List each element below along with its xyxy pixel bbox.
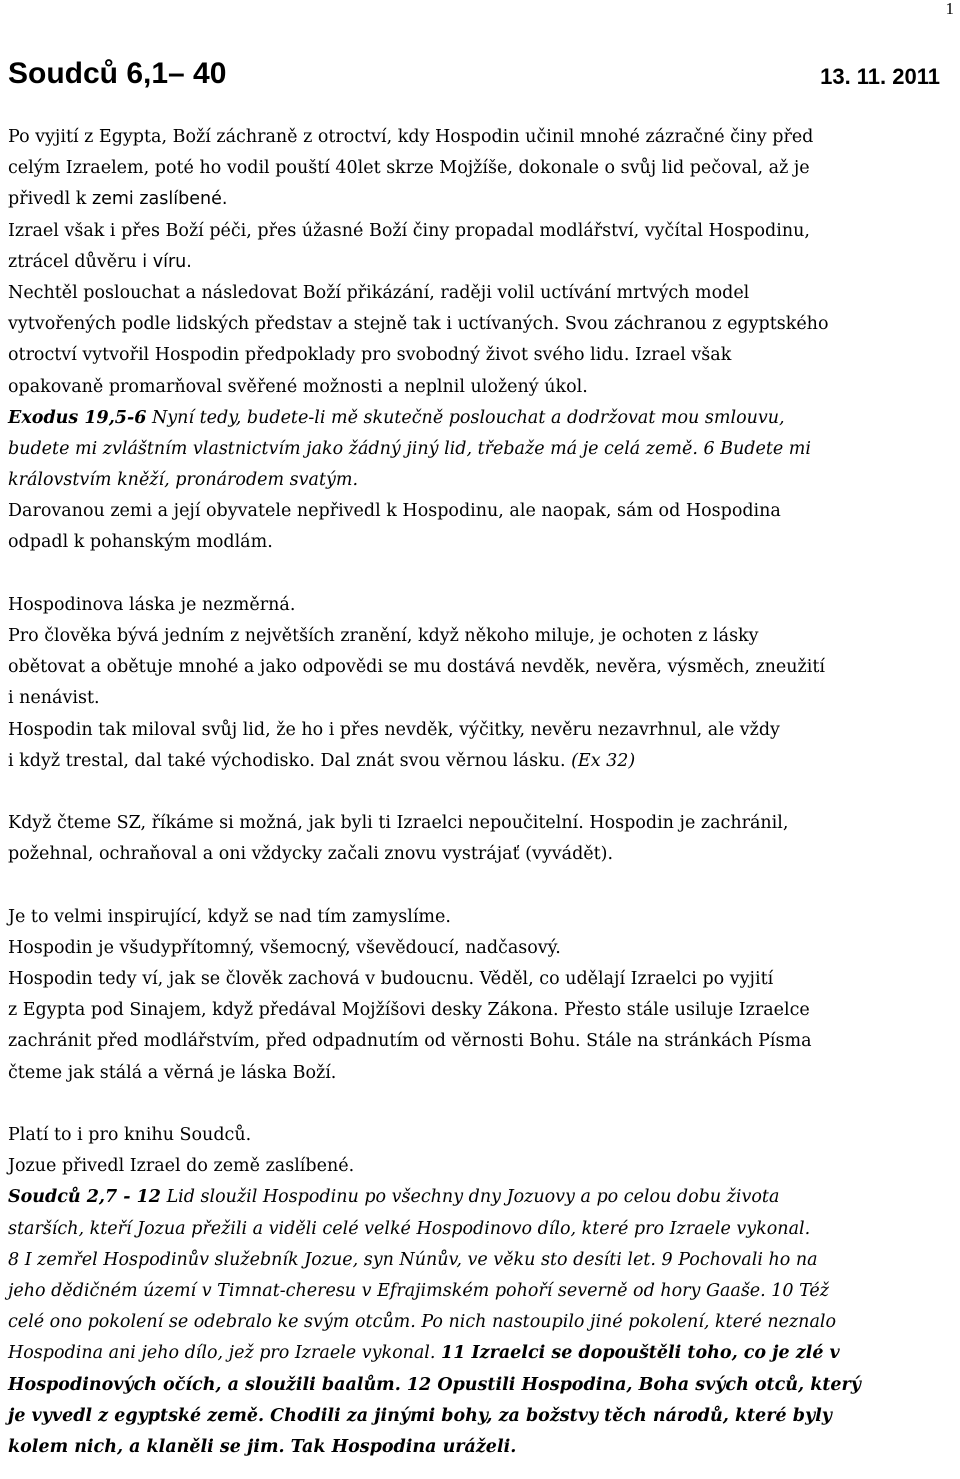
paragraph-gap [8,777,948,808]
text-line: požehnal, ochraňoval a oni vždycky začali znovu vystrájať (vyvádět). [8,844,614,865]
text-line [8,247,948,278]
scripture-quote-line: jeho dědičném území v Timnat-cheresu v Efrajimském pohoří severně od hory Gaaše. 10 Též [8,1280,829,1301]
scripture-quote-line: budete mi zvláštním vlastnictvím jako žádný jiný lid, třebaže má je celá země. 6 Budete mi [8,438,811,459]
sermon-date: 13. 11. 2011 [820,64,940,89]
scripture-quote-line: je vyvedl z egyptské země. Chodili za jinými bohy, za božstvy těch národů, které byly [8,1405,832,1426]
scripture-quote-line: Hospodinových očích, a sloužili baalům. 12 Opustili Hospodina, Boha svých otců, který [8,1374,861,1395]
text-segment: přivedl k [8,189,92,210]
text-line: opakovaně promarňoval svěřené možnosti a neplnil uložený úkol. [8,376,588,397]
paragraph-gap [8,871,948,902]
text-line: otroctví vytvořil Hospodin předpoklady pro svobodný život svého lidu. Izrael však [8,345,732,366]
scripture-quote-line [8,403,948,434]
text-line: Darovanou zemi a její obyvatele nepřivedl k Hospodinu, ale naopak, sám od Hospodina [8,501,781,522]
scripture-quote-line: královstvím kněží, pronárodem svatým. [8,470,359,491]
scripture-reference: (Ex 32) [571,750,636,771]
text-line: Po vyjití z Egypta, Boží záchraně z otroctví, kdy Hospodin učinil mnohé zázračné činy před [8,127,814,147]
text-line [8,184,948,215]
text-line: z Egypta pod Sinajem, když předával Mojžíšovi desky Zákona. Přesto stále usiluje Izraelce [8,1000,810,1021]
text-line: Hospodinova láska je nezměrná. [8,594,296,615]
text-segment: Nyní tedy, budete-li mě skutečně poslouchat a dodržovat mou smlouvu, [146,407,785,428]
paragraph-gap [8,1089,948,1120]
scripture-reference: Exodus 19,5-6 [8,407,147,428]
text-line: obětovat a obětuje mnohé a jako odpovědi se mu dostává nevděk, nevěra, výsměch, zneužití [8,657,826,678]
document-header [8,54,940,94]
text-line: celým Izraelem, poté ho vodil pouští 40let skrze Mojžíše, dokonale o svůj lid pečoval, až je [8,158,810,179]
text-segment: ztrácel důvěru [8,251,143,272]
scripture-quote-line [8,1182,948,1213]
document-body [8,122,948,1463]
text-line: i nenávist. [8,688,100,709]
scripture-quote-line: starších, kteří Jozua přežili a viděli celé velké Hospodinovo dílo, které pro Izraele vykonal. [8,1218,811,1239]
emphasized-text: 11 Izraelci se dopouštěli toho, co je zlé v [441,1343,840,1364]
text-line: vytvořených podle lidských představ a stejně tak i uctívaných. Svou záchranou z egyptského [8,314,829,335]
scripture-quote-line: 8 I zemřel Hospodinův služebník Jozue, syn Núnův, ve věku sto desíti let. 9 Pochovali ho na [8,1249,818,1270]
text-segment: i víru. [142,251,192,272]
text-segment: Lid sloužil Hospodinu po všechny dny Jozuovy a po celou dobu života [161,1187,780,1208]
text-line: Nechtěl poslouchat a následovat Boží přikázání, raději volil uctívání mrtvých model [8,282,750,303]
text-line: Je to velmi inspirující, když se nad tím zamyslíme. [8,906,451,927]
page-number: 1 [945,0,954,18]
text-line [8,746,948,777]
text-line: odpadl k pohanským modlám. [8,532,273,553]
text-line: Platí to i pro knihu Soudců. [8,1125,252,1145]
text-segment: zemi zaslíbené. [91,189,228,210]
text-line: Pro člověka bývá jedním z největších zranění, když někoho miluje, je ochoten z lásky [8,626,759,646]
scripture-quote-line: kolem nich, a klaněli se jim. Tak Hospodina uráželi. [8,1436,517,1457]
text-line: Hospodin tak miloval svůj lid, že ho i přes nevděk, výčitky, nevěru nezavrhnul, ale vždy [8,719,780,740]
scripture-reference: Soudců 2,7 - 12 [8,1187,161,1208]
text-line: Hospodin je všudypřítomný, všemocný, vševědoucí, nadčasový. [8,937,561,958]
text-line: zachránit před modlářstvím, před odpadnutím od věrnosti Bohu. Stále na stránkách Písma [8,1031,812,1052]
text-segment: Hospodina ani jeho dílo, jež pro Izraele vykonal. [8,1343,442,1364]
scripture-quote-line [8,1338,948,1369]
text-line: Izrael však i přes Boží péči, přes úžasné Boží činy propadal modlářství, vyčítal Hospodinu, [8,220,810,241]
text-line: čteme jak stálá a věrná je láska Boží. [8,1062,337,1083]
text-line: Hospodin tedy ví, jak se člověk zachová v budoucnu. Věděl, co udělají Izraelci po vyjití [8,969,774,990]
text-line: Jozue přivedl Izrael do země zaslíbené. [8,1156,355,1177]
paragraph-gap [8,559,948,590]
scripture-quote-line: celé ono pokolení se odebralo ke svým otcům. Po nich nastoupilo jiné pokolení, které neznalo [8,1312,837,1333]
text-segment: i když trestal, dal také východisko. Dal znát svou věrnou lásku. [8,750,572,771]
text-line: Když čteme SZ, říkáme si možná, jak byli ti Izraelci nepoučitelní. Hospodin je zachránil, [8,813,789,834]
page-title: Soudců 6,1– 40 [8,57,227,90]
